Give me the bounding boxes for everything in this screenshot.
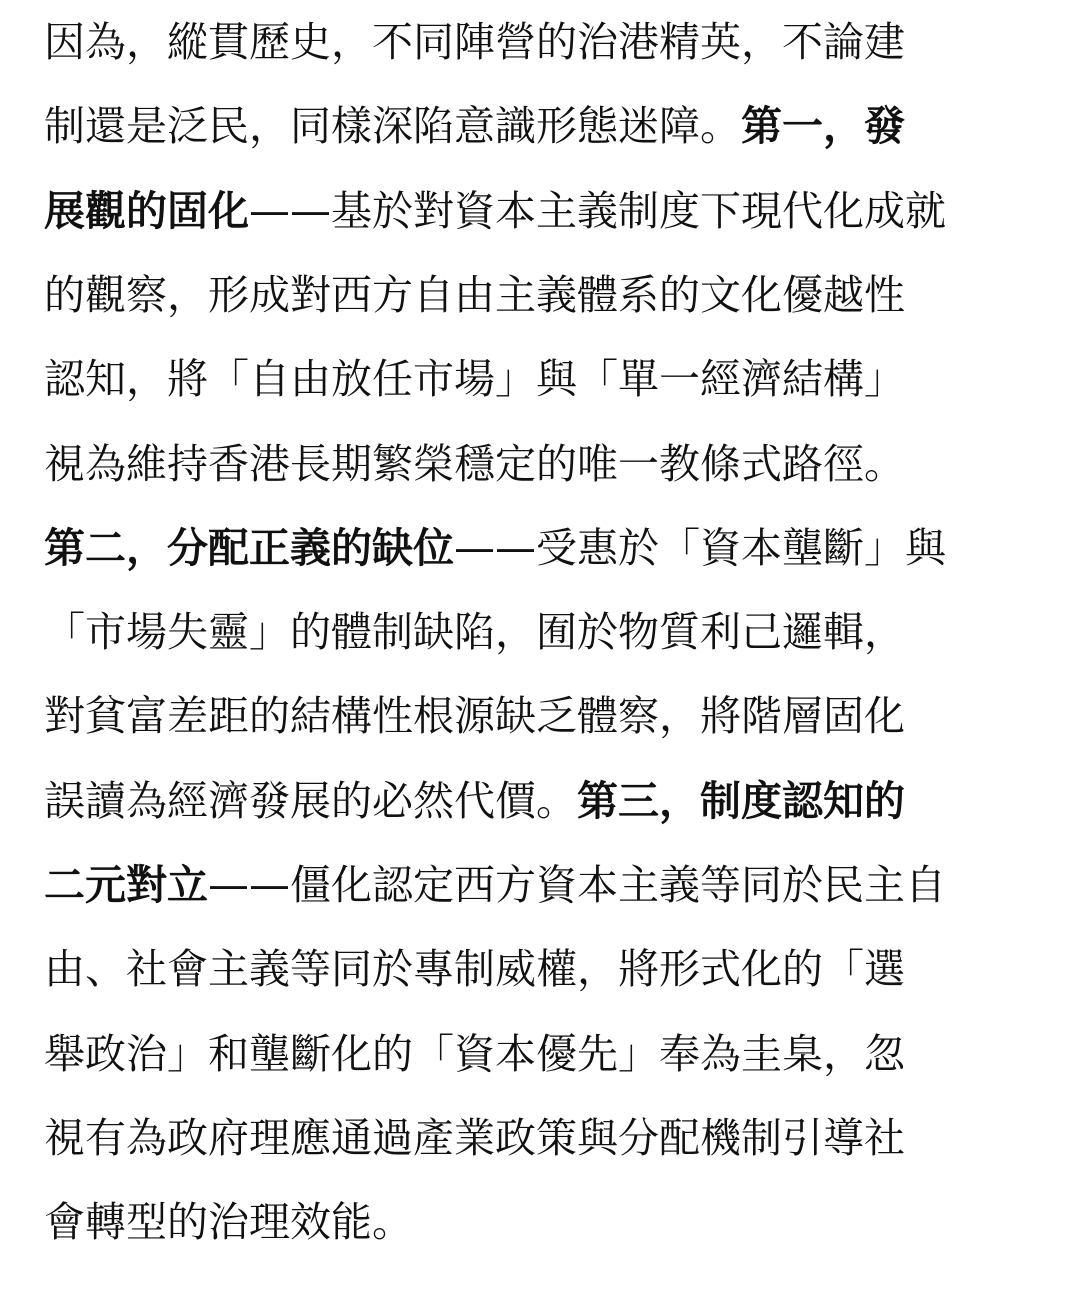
- body-text: 制還是泛民，同樣深陷意識形態迷障。: [44, 102, 741, 151]
- body-text: 認知，將「自由放任市場」與「單一經濟結構」: [44, 355, 905, 404]
- bold-heading-text: 第三，制度認知的: [577, 776, 905, 825]
- text-line: [44, 1180, 413, 1264]
- text-line: [44, 1012, 905, 1096]
- text-line: [44, 0, 905, 84]
- body-text: 會轉型的治理效能。: [44, 1198, 413, 1247]
- text-line: [44, 1096, 905, 1180]
- body-text: 因為，縱貫歷史，不同陣營的治港精英，不論建: [44, 18, 905, 66]
- bold-heading-text: 第一，發: [741, 102, 905, 151]
- body-text: 的觀察，形成對西方自由主義體系的文化優越性: [44, 270, 905, 319]
- text-line: [44, 927, 905, 1011]
- text-line: [44, 759, 905, 843]
- body-text: 「市場失靈」的體制缺陷，囿於物質利己邏輯，: [44, 608, 905, 657]
- body-text: 舉政治」和壟斷化的「資本優先」奉為圭臬，忽: [44, 1029, 905, 1078]
- body-text: ——僵化認定西方資本主義等同於民主自: [208, 861, 946, 909]
- body-text: 對貧富差距的結構性根源缺乏體察，將階層固化: [44, 692, 905, 741]
- bold-heading-text: 展觀的固化: [44, 186, 249, 235]
- bold-heading-text: 二元對立: [44, 861, 208, 909]
- text-line: [44, 590, 905, 674]
- text-line: [44, 674, 905, 758]
- text-line: [44, 84, 905, 168]
- text-line: [44, 253, 905, 337]
- text-line: [44, 422, 905, 506]
- body-text: 視為維持香港長期繁榮穩定的唯一教條式路徑。: [44, 439, 905, 488]
- text-line: [44, 337, 905, 421]
- body-text: 誤讀為經濟發展的必然代價。: [44, 776, 577, 825]
- body-text: 視有為政府理應通過產業政策與分配機制引導社: [44, 1113, 905, 1162]
- text-line: [44, 843, 946, 927]
- body-text: ——受惠於「資本壟斷」與: [454, 523, 946, 572]
- bold-heading-text: 第二，分配正義的缺位: [44, 523, 454, 572]
- body-text: 由、社會主義等同於專制威權，將形式化的「選: [44, 945, 905, 994]
- text-line: [44, 506, 946, 590]
- body-text: ——基於對資本主義制度下現代化成就: [249, 186, 946, 235]
- text-line: [44, 169, 946, 253]
